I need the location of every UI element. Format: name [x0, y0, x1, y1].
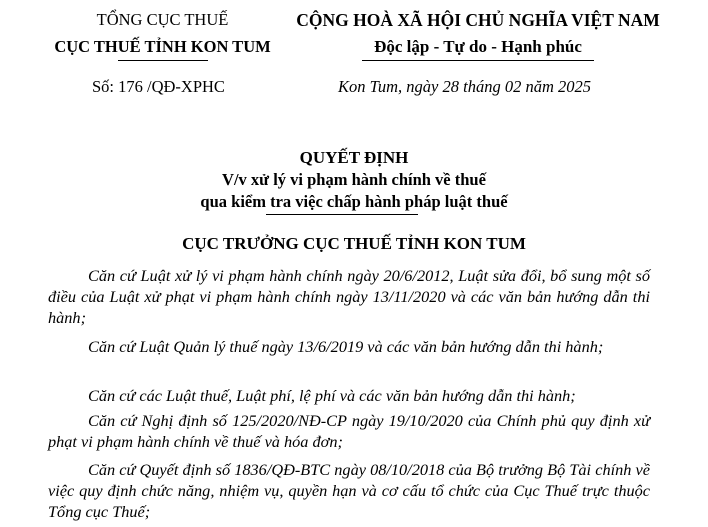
org-parent: TỔNG CỤC THUẾ — [96, 10, 229, 29]
doc-title: QUYẾT ĐỊNH — [299, 148, 409, 167]
motto-underline — [362, 60, 594, 61]
legal-basis-1: Căn cứ Luật xử lý vi phạm hành chính ngày 20/6/2012, Luật sửa đổi, bổ sung một số điều của Luật xử phạt vi phạm hành chính ngày 13/11/2020 và các văn bản hướng dẫn thi hành; — [48, 266, 650, 327]
legal-basis-4: Căn cứ Nghị định số 125/2020/NĐ-CP ngày 19/10/2020 của Chính phủ quy định xử phạt vi phạm hành chính về thuế và hóa đơn; — [48, 411, 650, 451]
motto: Độc lập - Tự do - Hạnh phúc — [374, 37, 582, 56]
country-name: CỘNG HOÀ XÃ HỘI CHỦ NGHĨA VIỆT NAM — [296, 10, 660, 30]
subject-underline — [266, 214, 418, 215]
doc-number: Số: 176 /QĐ-XPHC — [92, 77, 225, 96]
org-underline — [118, 60, 208, 61]
doc-subject-line2: qua kiểm tra việc chấp hành pháp luật thuế — [200, 192, 508, 211]
place-date: Kon Tum, ngày 28 tháng 02 năm 2025 — [338, 77, 592, 96]
legal-basis-5: Căn cứ Quyết định số 1836/QĐ-BTC ngày 08/10/2018 của Bộ trưởng Bộ Tài chính về việc quy định chức năng, nhiệm vụ, quyền hạn và cơ cấu tổ chức của Cục Thuế trực thuộc Tổng cục Thuế; — [48, 460, 650, 521]
doc-subject-line1: V/v xử lý vi phạm hành chính về thuế — [222, 170, 486, 189]
org-name: CỤC THUẾ TỈNH KON TUM — [54, 37, 271, 56]
legal-basis-3: Căn cứ các Luật thuế, Luật phí, lệ phí và các văn bản hướng dẫn thi hành; — [88, 386, 576, 405]
legal-basis-2: Căn cứ Luật Quản lý thuế ngày 13/6/2019 và các văn bản hướng dẫn thi hành; — [88, 337, 604, 356]
issuing-authority: CỤC TRƯỞNG CỤC THUẾ TỈNH KON TUM — [182, 234, 526, 253]
